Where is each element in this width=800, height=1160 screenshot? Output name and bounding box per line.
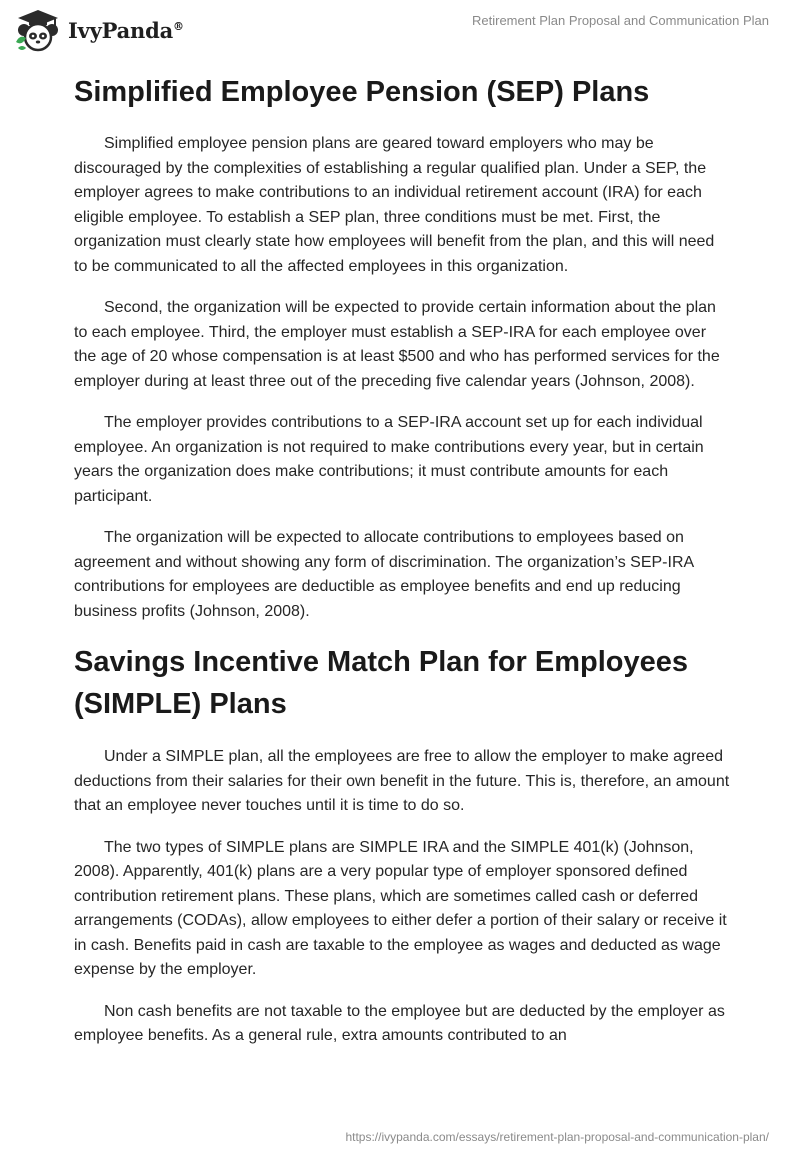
page-header xyxy=(0,0,800,60)
brand-logo[interactable] xyxy=(14,8,184,52)
source-url[interactable]: https://ivypanda.com/essays/retirement-plan-proposal-and-communication-plan/ xyxy=(345,1130,769,1144)
paragraph: The two types of SIMPLE plans are SIMPLE IRA and the SIMPLE 401(k) (Johnson, 2008). Apparently, 401(k) plans are a very popular type of employer sponsored defined contribution retirement plans. These plans, which are sometimes called cash or deferred arrangements (CODAs), allow employees to either defer a portion of their salary or receive it in cash. Benefits paid in cash are taxable to the employee as wages and deducted as wage expense by the employer. xyxy=(74,838,727,978)
paragraph: Second, the organization will be expected to provide certain information about the plan to each employee. Third, the employer must establish a SEP-IRA for each employee over the age of 20 whose compensation is at least $500 and who has performed services for the employer during at least three out of the preceding five calendar years (Johnson, 2008). xyxy=(74,299,720,390)
paragraph: Under a SIMPLE plan, all the employees are free to allow the employer to make agreed deductions from their salaries for their own benefit in the future. This is, therefore, an amount that an employee never touches until it is time to do so. xyxy=(74,748,730,814)
paragraph: Simplified employee pension plans are geared toward employers who may be discouraged by the complexities of establishing a regular qualified plan. Under a SEP, the employer agrees to make contributions to an individual retirement account (IRA) for each eligible employee. To establish a SEP plan, three conditions must be met. First, the organization must clearly state how employees will benefit from the plan, and this will need to be communicated to all the affected employees in this organization. xyxy=(74,135,715,275)
paragraph: Non cash benefits are not taxable to the employee but are deducted by the employer as employee benefits. As a general rule, extra amounts contributed to an xyxy=(74,1002,725,1044)
article-body xyxy=(74,66,730,1066)
panda-graduate-icon xyxy=(14,8,62,52)
section-heading-sep: Simplified Employee Pension (SEP) Plans xyxy=(74,76,650,108)
paragraph: The organization will be expected to allocate contributions to employees based on agreement and without showing any form of discrimination. The organization’s SEP-IRA contributions for employees are deductible as employee benefits and end up reducing business profits (Johnson, 2008). xyxy=(74,529,694,620)
section-heading-simple: Savings Incentive Match Plan for Employees (SIMPLE) Plans xyxy=(74,646,689,720)
paragraph: The employer provides contributions to a SEP-IRA account set up for each individual employee. An organization is not required to make contributions every year, but in certain years the organization does make contributions; it must contribute amounts for each participant. xyxy=(74,414,704,505)
brand-name: IvyPanda® xyxy=(68,17,184,43)
document-title: Retirement Plan Proposal and Communication Plan xyxy=(472,13,769,28)
